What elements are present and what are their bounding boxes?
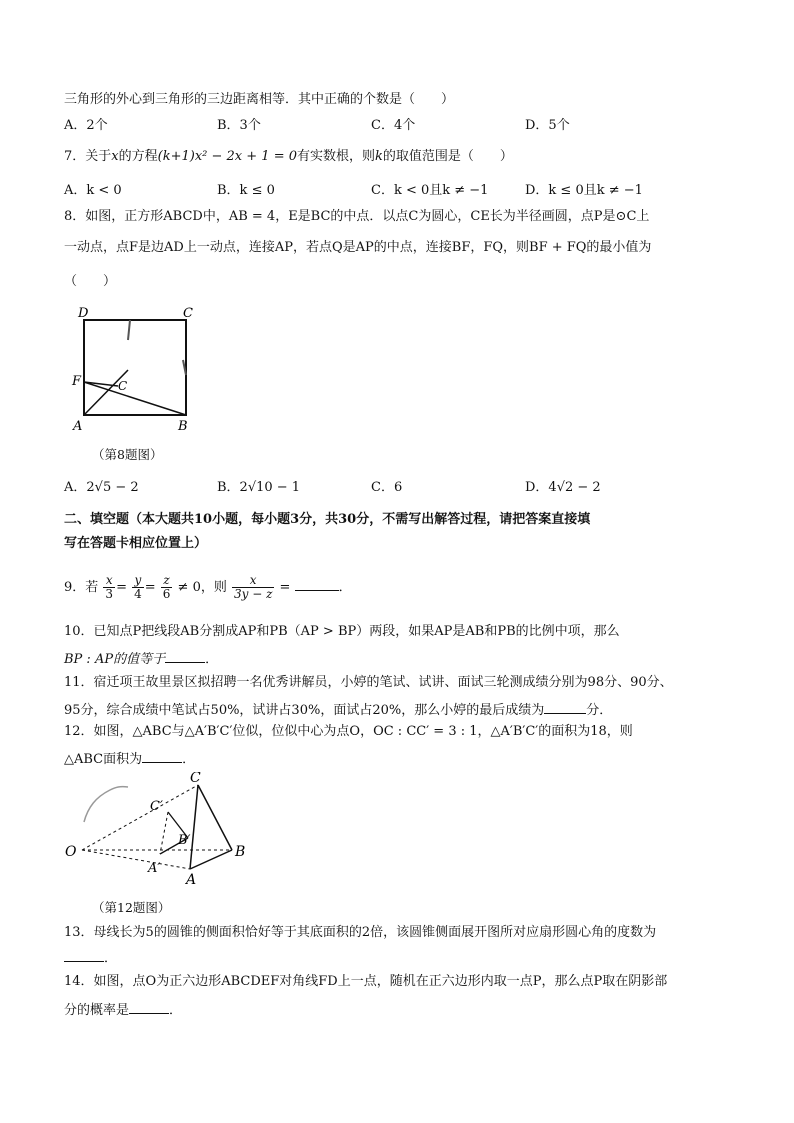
q11-stem-line2 — [64, 699, 612, 720]
q11-unit: 分． — [586, 703, 613, 718]
label-f: F — [72, 374, 82, 389]
q10-period: ． — [205, 652, 219, 667]
q9-period: ． — [338, 580, 352, 595]
q9-fraction-3 — [161, 574, 173, 601]
q12-period: ． — [182, 752, 196, 767]
q12-line2-text: △ABC面积为 — [64, 752, 143, 767]
label-a: A — [73, 419, 83, 434]
label-o: O — [65, 844, 77, 860]
q7-option-a: A．k < 0 — [64, 183, 122, 198]
q8-option-b: B．2√10 − 1 — [217, 480, 301, 495]
q9-f3-den: 6 — [162, 587, 171, 601]
q7-suffix-a: 有实数根，则 — [296, 149, 375, 164]
q9-suffix: = — [279, 580, 291, 595]
q7-stem — [64, 148, 513, 166]
q9-fraction-1 — [103, 574, 115, 601]
q13-answer-blank[interactable] — [64, 947, 104, 962]
q10-stem-line1: 10．已知点P把线段AB分割成AP和PB（AP > BP）两段，如果AP是AB和PB的比例中项，那么 — [64, 624, 620, 639]
q7-suffix-b: 的取值范围是（ ） — [382, 149, 513, 164]
square-abcd — [84, 320, 186, 415]
q9-f3-num: z — [161, 574, 173, 588]
q10-answer-blank[interactable] — [165, 648, 205, 663]
q12-caption: （第12题图） — [92, 900, 171, 915]
q7-option-d: D．k ≤ 0且k ≠ −1 — [525, 183, 643, 198]
edge-c1a1 — [160, 812, 168, 854]
label-circle-c: C — [118, 379, 128, 393]
q12-stem-line1: 12．如图，△ABC与△A′B′C′位似，位似中心为点O，OC : CC′ = 3 : 1，△A′B′C′的面积为18，则 — [64, 724, 633, 739]
q12-figure — [60, 772, 270, 890]
q9-answer-blank[interactable] — [295, 576, 339, 591]
q9-stem: 9．若 $\frac{x}{3}$ = $\frac{y}{4}$ = $\frac{z}{6}$ ≠ 0，则 $\frac{x}{3y - z}$ = ． — [64, 573, 352, 601]
q6-stem-tail: 三角形的外心到三角形的三边距离相等．其中正确的个数是（ ） — [64, 92, 455, 107]
label-d: D — [78, 306, 89, 321]
q12-answer-blank[interactable] — [142, 748, 182, 763]
q9-fraction-2 — [132, 574, 144, 601]
section2-heading-line1: 二、填空题（本大题共10小题，每小题3分，共30分，不需写出解答过程，请把答案直接填 — [64, 512, 591, 527]
q10-stem-line2 — [64, 648, 218, 669]
q8-figure — [68, 300, 208, 435]
q13-period: ． — [104, 951, 118, 966]
q9-f2-den: 4 — [134, 587, 142, 601]
q14-stem-line1: 14．如图，点O为正六边形ABCDEF对角线FD上一点，随机在正六边形内取一点P，那么点P取在阴影部 — [64, 974, 668, 989]
label-b: B — [178, 419, 188, 434]
q7-mid: 的方程 — [118, 149, 158, 164]
q9-prefix: 9．若 — [64, 580, 99, 595]
q12-stem-line2 — [64, 748, 195, 769]
label-a-prime: A′ — [148, 861, 161, 876]
label-c: C — [190, 772, 201, 786]
q6-option-c: C．4个 — [371, 118, 416, 133]
q8-caption: （第8题图） — [92, 447, 163, 462]
q14-answer-blank[interactable] — [129, 999, 169, 1014]
q7-option-b: B．k ≤ 0 — [217, 183, 275, 198]
label-c: C — [183, 306, 193, 321]
q6-option-b: B．3个 — [217, 118, 261, 133]
q11-line2-text: 95分，综合成绩中笔试占50%，试讲占30%，面试占20%，那么小婷的最后成绩为 — [64, 703, 545, 718]
section2-heading-line2: 写在答题卡相应位置上） — [64, 536, 208, 551]
q9-neq: ≠ 0，则 — [177, 580, 227, 595]
q8-stem-line2: 一动点，点F是边AD上一动点，连接AP，若点Q是AP的中点，连接BF，FQ，则BF + FQ的最小值为 — [64, 240, 652, 255]
q11-answer-blank[interactable] — [544, 699, 586, 714]
figure-scratch-marks — [128, 320, 186, 375]
q7-var-x: x — [111, 149, 119, 164]
q10-line2-text: BP : AP的值等于 — [64, 652, 166, 667]
q7-var-k: k — [375, 149, 383, 164]
edge-ab — [190, 850, 232, 869]
q6-option-d: D．5个 — [525, 118, 570, 133]
q8-stem-line1: 8．如图，正方形ABCD中，AB = 4，E是BC的中点．以点C为圆心，CE长为半径画圆，点P是⊙C上 — [64, 209, 650, 224]
q9-f4-num: x — [232, 574, 274, 588]
q7-prefix: 7．关于 — [64, 149, 112, 164]
q14-period: ． — [169, 1003, 183, 1018]
q9-f4-den: 3y − z — [233, 587, 273, 601]
label-b: B — [235, 844, 246, 860]
ray-oa — [82, 850, 190, 869]
figure-scratch-marks — [84, 787, 128, 822]
q9-fraction-4 — [232, 574, 274, 601]
q9-f2-num: y — [132, 574, 144, 588]
q6-option-a: A．2个 — [64, 118, 108, 133]
q8-option-a: A．2√5 − 2 — [64, 480, 139, 495]
q9-f1-num: x — [103, 574, 115, 588]
q14-stem-line2 — [64, 999, 182, 1020]
q8-option-d: D．4√2 − 2 — [525, 480, 601, 495]
q8-option-c: C．6 — [371, 480, 403, 495]
q14-line2-text: 分的概率是 — [64, 1003, 130, 1018]
label-b-prime: B′ — [178, 833, 191, 848]
label-a: A — [186, 872, 197, 888]
q7-option-c: C．k < 0且k ≠ −1 — [371, 183, 489, 198]
q11-stem-line1: 11．宿迁项王故里景区拟招聘一名优秀讲解员，小婷的笔试、试讲、面试三轮测成绩分别为98分、90分、 — [64, 675, 673, 690]
q13-stem-line1: 13．母线长为5的圆锥的侧面积恰好等于其底面积的2倍，该圆锥侧面展开图所对应扇形圆心角的度数为 — [64, 925, 657, 940]
q13-stem-line2 — [64, 947, 117, 968]
label-c-prime: C′ — [150, 799, 163, 814]
q8-stem-line3: （ ） — [64, 274, 117, 289]
q7-equation: (k+1)x² − 2x + 1 = 0 — [157, 149, 297, 164]
edge-ca — [190, 785, 198, 869]
q9-f1-den: 3 — [105, 587, 114, 601]
edge-cb — [198, 785, 232, 850]
